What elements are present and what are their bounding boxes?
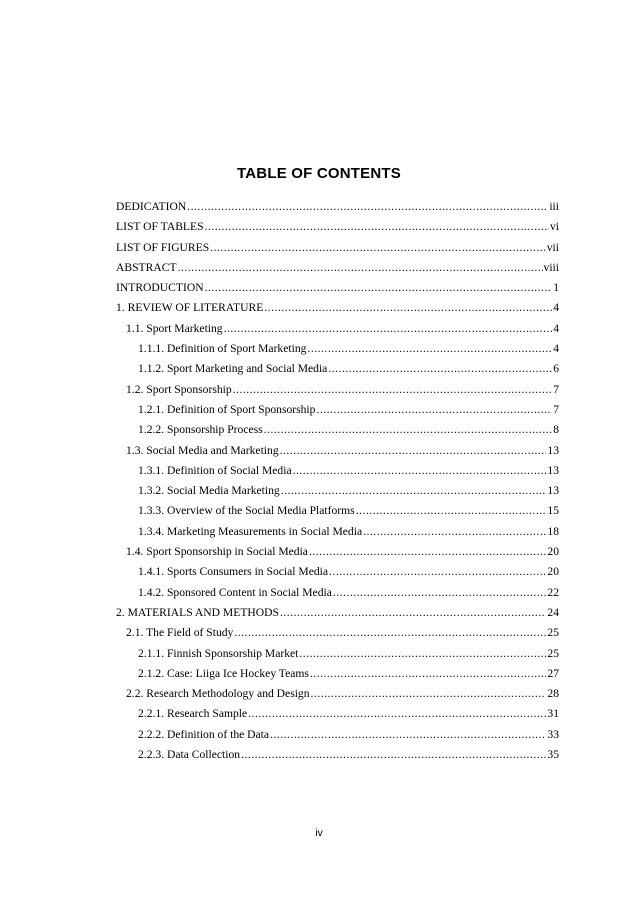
toc-dot-leader [264,420,553,440]
toc-entry-page: 1 [553,281,559,295]
toc-dot-leader [280,441,547,461]
toc-entry [116,298,559,318]
toc-entry [116,664,559,684]
toc-dot-leader [281,481,547,501]
toc-entry-page: 6 [553,362,559,376]
toc-entry-label: 1.3.1. Definition of Social Media [138,463,292,477]
toc-dot-leader [264,298,552,318]
toc-entry-page: 4 [553,321,559,335]
toc-entry-page: viii [543,260,559,274]
toc-entry [116,704,559,724]
toc-dot-leader [363,522,546,542]
toc-entry [116,319,559,339]
toc-entry-label: 1.2.1. Definition of Sport Sponsorship [138,402,316,416]
toc-entry [116,441,559,461]
toc-entry-label: 2.1.2. Case: Liiga Ice Hockey Teams [138,666,309,680]
page-number: iv [315,827,323,839]
toc-entry [116,583,559,603]
toc-entry-page: 20 [547,565,559,579]
toc-dot-leader [241,745,546,765]
toc-entry-page: iii [549,200,559,213]
toc-entry-label: DEDICATION [116,200,187,213]
toc-dot-leader [299,644,546,664]
toc-entry [116,197,559,217]
toc-dot-leader [316,400,552,420]
toc-entry-label: 2.2. Research Methodology and Design [126,687,310,701]
toc-entry [116,745,559,765]
toc-entry-page: 15 [547,504,559,518]
toc-entry-label: 1.4. Sport Sponsorship in Social Media [126,545,308,559]
toc-entry-label: LIST OF TABLES [116,220,204,234]
toc-entry-label: 1.1.1. Definition of Sport Marketing [138,342,307,356]
toc-entry-page: 13 [547,463,559,477]
toc-entry [116,603,559,623]
toc-dot-leader [205,217,549,237]
toc-entry-label: 1.4.2. Sponsored Content in Social Media [138,585,332,599]
toc-dot-leader [329,562,546,582]
toc-entry-page: 35 [547,748,559,762]
toc-dot-leader [311,684,547,704]
toc-entry [116,644,559,664]
toc-entry [116,725,559,745]
toc-entry-label: 2.2.1. Research Sample [138,707,248,721]
table-of-contents [116,197,559,765]
toc-entry-label: 1.4.1. Sports Consumers in Social Media [138,565,329,579]
toc-entry-label: 1.1.2. Sport Marketing and Social Media [138,362,328,376]
toc-dot-leader [333,583,547,603]
toc-entry [116,684,559,704]
toc-entry [116,420,559,440]
toc-entry-page: vi [549,220,559,234]
toc-entry-label: 2.2.3. Data Collection [138,748,241,762]
toc-dot-leader [234,623,546,643]
toc-entry-label: 2.1.1. Finnish Sponsorship Market [138,646,299,660]
toc-dot-leader [328,359,552,379]
toc-entry-page: 7 [553,402,559,416]
toc-dot-leader [178,258,543,278]
toc-entry [116,562,559,582]
toc-entry-page: 7 [553,382,559,396]
toc-entry [116,258,559,278]
toc-dot-leader [210,238,546,258]
toc-entry [116,238,559,258]
toc-entry [116,339,559,359]
toc-entry-label: 1.3.4. Marketing Measurements in Social Media [138,524,363,538]
toc-dot-leader [187,197,548,217]
toc-entry [116,542,559,562]
toc-entry-page: 33 [547,727,559,741]
toc-entry-page: 24 [547,605,559,619]
toc-entry [116,623,559,643]
toc-dot-leader [205,278,553,298]
toc-entry-label: 1.2.2. Sponsorship Process [138,423,263,437]
toc-entry-page: 28 [547,687,559,701]
toc-entry-label: 1. REVIEW OF LITERATURE [116,301,264,315]
toc-dot-leader [310,664,547,684]
toc-dot-leader [307,339,552,359]
toc-entry-label: 2. MATERIALS AND METHODS [116,605,279,619]
toc-entry-page: 13 [547,443,559,457]
toc-entry [116,501,559,521]
toc-entry [116,400,559,420]
toc-entry-page: 20 [547,545,559,559]
toc-entry-label: 1.3.2. Social Media Marketing [138,484,280,498]
toc-dot-leader [233,380,553,400]
toc-entry-label: 1.1. Sport Marketing [126,321,223,335]
toc-entry-page: 25 [547,646,559,660]
toc-entry-label: 2.2.2. Definition of the Data [138,727,270,741]
toc-dot-leader [309,542,546,562]
toc-entry [116,359,559,379]
toc-entry-page: 18 [547,524,559,538]
toc-entry-label: INTRODUCTION [116,281,204,295]
toc-entry-page: vii [546,240,559,254]
toc-entry-page: 27 [547,666,559,680]
toc-entry-page: 4 [553,342,559,356]
page-title: TABLE OF CONTENTS [237,165,401,182]
toc-entry-label: LIST OF FIGURES [116,240,210,254]
toc-entry-label: 2.1. The Field of Study [126,626,234,640]
toc-entry-label: ABSTRACT [116,260,177,274]
toc-entry-page: 31 [547,707,559,721]
toc-entry-label: 1.3.3. Overview of the Social Media Platforms [138,504,355,518]
toc-entry [116,217,559,237]
toc-dot-leader [270,725,546,745]
toc-dot-leader [293,461,547,481]
toc-dot-leader [280,603,546,623]
toc-entry [116,481,559,501]
toc-entry [116,380,559,400]
toc-entry [116,461,559,481]
toc-dot-leader [356,501,547,521]
toc-entry-page: 13 [547,484,559,498]
toc-entry [116,278,559,298]
toc-dot-leader [224,319,553,339]
toc-entry-page: 4 [553,301,559,315]
toc-entry-page: 22 [547,585,559,599]
toc-entry-label: 1.3. Social Media and Marketing [126,443,279,457]
toc-entry-label: 1.2. Sport Sponsorship [126,382,232,396]
toc-entry [116,522,559,542]
toc-entry-page: 8 [553,423,559,437]
toc-entry-page: 25 [547,626,559,640]
toc-dot-leader [248,704,546,724]
